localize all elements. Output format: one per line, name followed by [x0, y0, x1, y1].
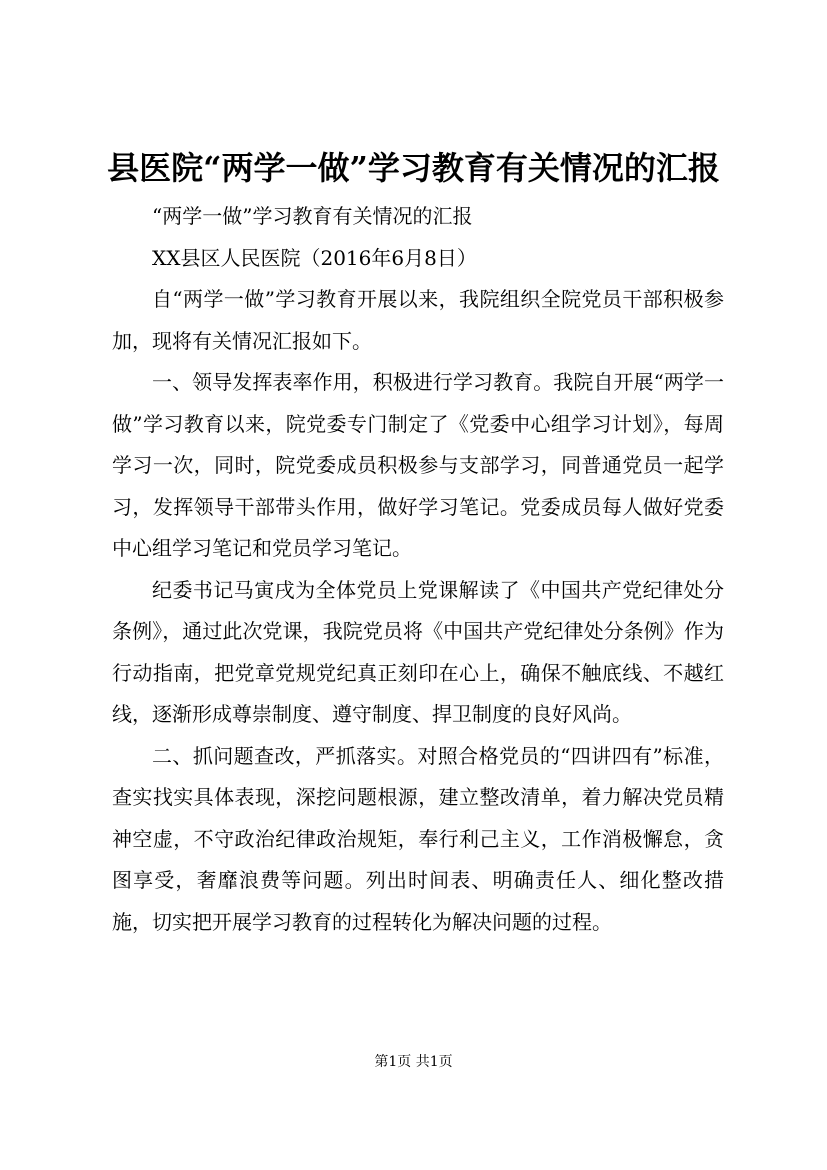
subtitle-paragraph: “两学一做”学习教育有关情况的汇报	[152, 204, 473, 228]
document-body	[112, 196, 724, 943]
intro-paragraph: 自“两学一做”学习教育开展以来，我院组织全院党员干部积极参加，现将有关情况汇报如下。	[112, 287, 724, 353]
document-title: 县医院“两学一做”学习教育有关情况的汇报	[107, 149, 720, 187]
page-number-footer: 第1页 共1页	[374, 1054, 453, 1070]
discipline-lecture-paragraph: 纪委书记马寅戌为全体党员上党课解读了《中国共产党纪律处分条例》，通过此次党课，我院党员将《中国共产党纪律处分条例》作为行动指南，把党章党规党纪真正刻印在心上，确保不触底线、不越红线，逐渐形成尊崇制度、遵守制度、捍卫制度的良好风尚。	[112, 577, 724, 726]
section-one-paragraph: 一、领导发挥表率作用，积极进行学习教育。我院自开展“两学一做”学习教育以来，院党委专门制定了《党委中心组学习计划》，每周学习一次，同时，院党委成员积极参与支部学习，同普通党员一起学习，发挥领导干部带头作用，做好学习笔记。党委成员每人做好党委中心组学习笔记和党员学习笔记。	[112, 370, 724, 560]
date-line-paragraph: XX县区人民医院（2016年6月8日）	[152, 245, 477, 270]
section-two-paragraph: 二、抓问题查改，严抓落实。对照合格党员的“四讲四有”标准，查实找实具体表现，深挖问题根源，建立整改清单，着力解决党员精神空虚，不守政治纪律政治规矩，奉行利己主义，工作消极懈怠，贪图享受，奢靡浪费等问题。列出时间表、明确责任人、细化整改措施，切实把开展学习教育的过程转化为解决问题的过程。	[112, 743, 724, 934]
